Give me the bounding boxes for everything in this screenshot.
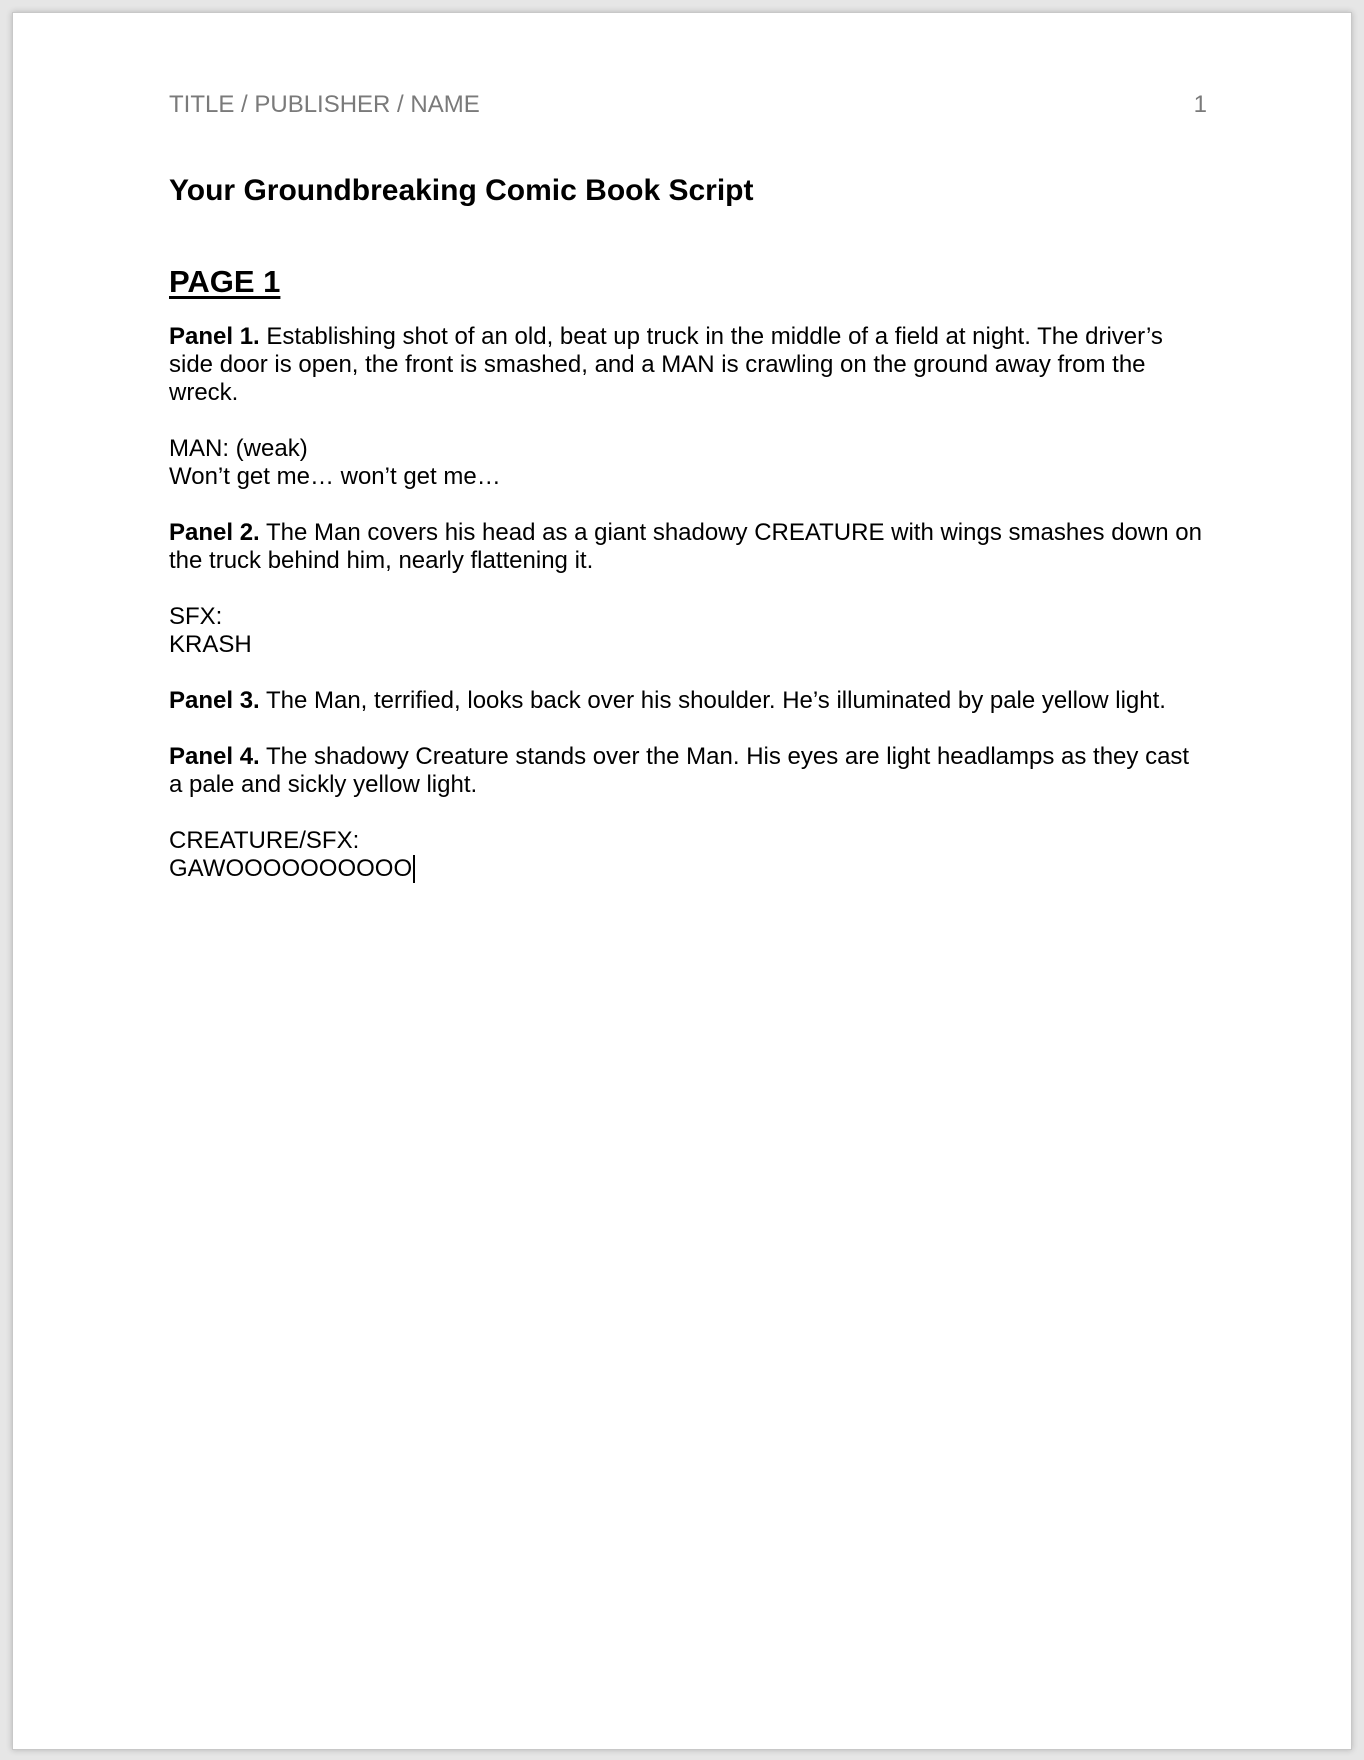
sfx-label: CREATURE/SFX:	[169, 827, 360, 854]
panel-4-description	[169, 743, 1207, 799]
sfx-krash	[169, 603, 1207, 659]
panel-3-text: The Man, terrified, looks back over his shoulder. He’s illuminated by pale yellow light.	[259, 687, 1166, 714]
panel-2-text: The Man covers his head as a giant shadowy CREATURE with wings smashes down on the truck behind him, nearly flattening it.	[169, 519, 1202, 574]
panel-3-label: Panel 3.	[169, 687, 260, 714]
header-title-publisher-name: TITLE / PUBLISHER / NAME	[169, 91, 480, 118]
dialogue-speaker: MAN: (weak)	[169, 435, 308, 462]
sfx-text: GAWOOOOOOOOOO	[169, 855, 413, 882]
document-page	[12, 12, 1352, 1750]
header-page-number: 1	[1193, 91, 1207, 118]
document-body[interactable]	[169, 91, 1207, 911]
sfx-label: SFX:	[169, 603, 223, 630]
dialogue-man	[169, 435, 1207, 491]
text-cursor	[413, 855, 415, 883]
panel-4-label: Panel 4.	[169, 743, 260, 770]
panel-2-label: Panel 2.	[169, 519, 260, 546]
panel-1-text: Establishing shot of an old, beat up truck in the middle of a field at night. The driver’s side door is open, the front is smashed, and a MAN is crawling on the ground away from the wreck.	[169, 323, 1163, 406]
dialogue-line: Won’t get me… won’t get me…	[169, 463, 501, 490]
panel-1-label: Panel 1.	[169, 323, 260, 350]
panel-2-description	[169, 519, 1207, 575]
script-title: Your Groundbreaking Comic Book Script	[169, 174, 754, 207]
panel-3-description	[169, 687, 1207, 715]
panel-1-description	[169, 323, 1207, 407]
sfx-text: KRASH	[169, 631, 252, 658]
page-header	[169, 91, 1207, 119]
sfx-creature	[169, 827, 1207, 883]
page-heading: PAGE 1	[169, 264, 281, 299]
sfx-text-with-cursor	[169, 855, 1207, 883]
panel-4-text: The shadowy Creature stands over the Man. His eyes are light headlamps as they cast a pale and sickly yellow light.	[169, 743, 1190, 798]
